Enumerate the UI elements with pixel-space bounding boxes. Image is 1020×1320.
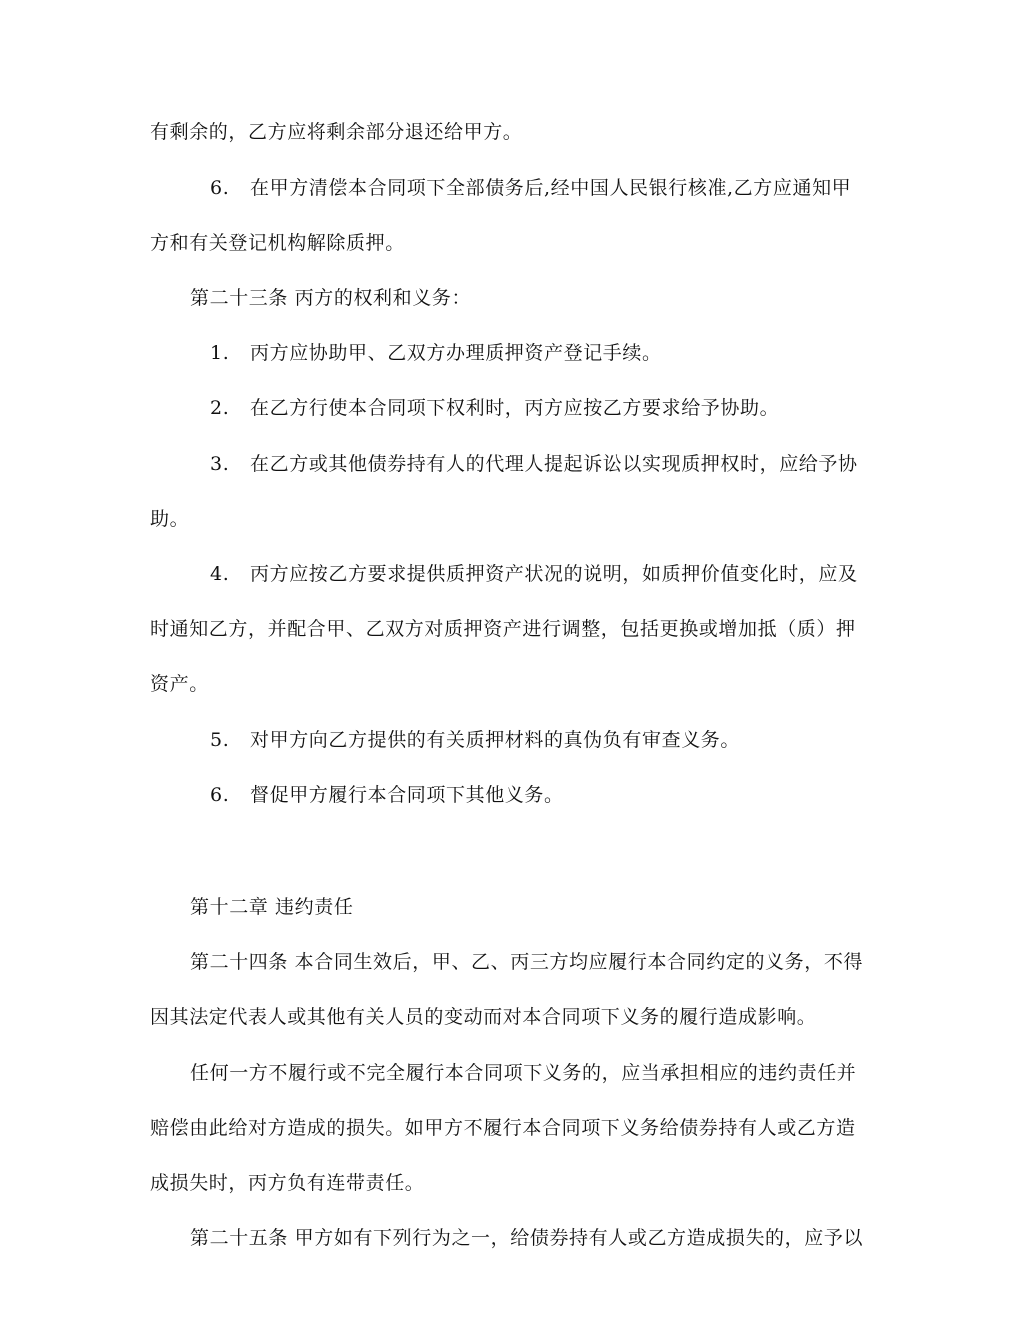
list-item-text: 丙方应协助甲、乙双方办理质押资产登记手续。 — [250, 342, 662, 364]
list-item-text: 在乙方或其他债券持有人的代理人提起诉讼以实现质押权时，应给予协 — [250, 453, 858, 475]
list-number: 2. — [210, 397, 230, 419]
list-item-line — [210, 175, 851, 201]
list-number: 4. — [210, 563, 230, 585]
article-heading: 第二十四条 本合同生效后，甲、乙、丙三方均应履行本合同约定的义务，不得 — [190, 951, 864, 973]
list-item-text: 丙方应按乙方要求提供质押资产状况的说明，如质押价值变化时，应及 — [250, 563, 858, 585]
article-heading: 第二十三条 丙方的权利和义务： — [190, 287, 472, 309]
list-item-line — [210, 727, 740, 753]
list-item-text: 对甲方向乙方提供的有关质押材料的真伪负有审查义务。 — [250, 729, 741, 751]
paragraph-line: 因其法定代表人或其他有关人员的变动而对本合同项下义务的履行造成影响。 — [150, 1006, 817, 1028]
list-number: 6. — [210, 177, 230, 199]
article-heading: 第二十五条 甲方如有下列行为之一，给债券持有人或乙方造成损失的，应予以 — [190, 1227, 864, 1249]
list-item-line — [210, 451, 858, 477]
list-item-line — [210, 340, 662, 366]
paragraph-line: 赔偿由此给对方造成的损失。如甲方不履行本合同项下义务给债券持有人或乙方造 — [150, 1117, 856, 1139]
list-number: 5. — [210, 729, 230, 751]
list-item-line — [210, 561, 858, 587]
paragraph-line: 助。 — [150, 508, 190, 530]
list-item-line — [210, 395, 779, 421]
list-number: 3. — [210, 453, 230, 475]
chapter-heading: 第十二章 违约责任 — [190, 896, 354, 918]
list-number: 6. — [210, 784, 230, 806]
list-item-line — [210, 782, 564, 808]
paragraph-line: 方和有关登记机构解除质押。 — [150, 232, 405, 254]
list-number: 1. — [210, 342, 230, 364]
paragraph-line: 时通知乙方，并配合甲、乙双方对质押资产进行调整，包括更换或增加抵（质）押 — [150, 618, 856, 640]
paragraph-line: 成损失时，丙方负有连带责任。 — [150, 1172, 425, 1194]
paragraph-line: 资产。 — [150, 673, 209, 695]
list-item-text: 在乙方行使本合同项下权利时，丙方应按乙方要求给予协助。 — [250, 397, 780, 419]
list-item-text: 督促甲方履行本合同项下其他义务。 — [250, 784, 564, 806]
paragraph-line: 有剩余的，乙方应将剩余部分退还给甲方。 — [150, 121, 523, 143]
list-item-text: 在甲方清偿本合同项下全部债务后,经中国人民银行核准,乙方应通知甲 — [250, 177, 852, 199]
paragraph-line: 任何一方不履行或不完全履行本合同项下义务的，应当承担相应的违约责任并 — [190, 1062, 857, 1084]
